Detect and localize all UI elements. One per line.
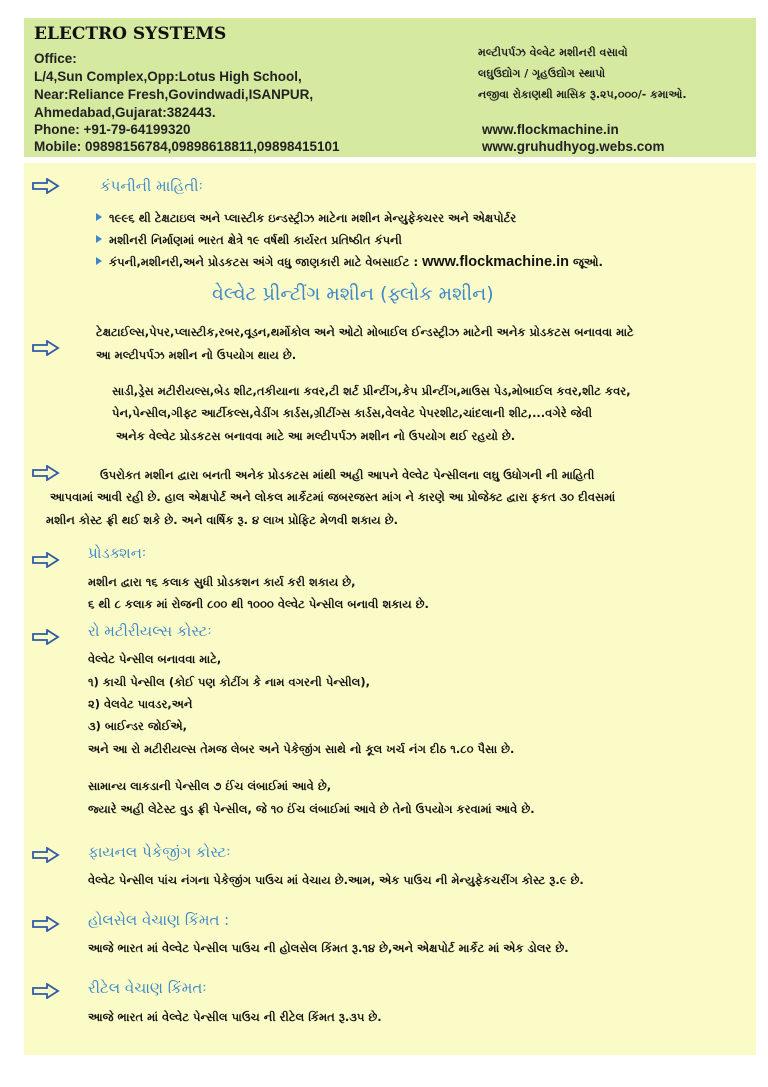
mobile-numbers: Mobile: 09898156784,09898618811,09898415101 (34, 139, 340, 154)
arrow-icon (32, 340, 60, 356)
tagline (478, 42, 687, 105)
packaging-heading: ફાયનલ પેકેજીંગ કોસ્ટઃ (88, 843, 231, 861)
arrow-icon (32, 552, 60, 568)
production-heading: પ્રોડક્શનઃ (88, 544, 147, 562)
intro-line: આ મલ્ટીપર્પઝ મશીન નો ઉપયોગ થાય છે. (96, 348, 297, 362)
header-banner (24, 18, 756, 157)
products-line: પેન,પેન્સીલ,ગીફ્ટ આર્ટીકલ્સ,વેડીંગ કાર્ડસ,ગ્રીટીંગ્સ કાર્ડસ,વેલવેટ પેપરશીટ,ચાંદલાની શીટ,...વગેરે જેવી (112, 406, 593, 420)
contact-numbers (34, 121, 340, 155)
products-line: સાડી,ડ્રેસ મટીરીયલ્સ,બેડ શીટ,તકીયાના કવર,ટી શર્ટ પ્રીન્ટીંગ,કેપ પ્રીન્ટીંગ,માઉસ પેડ,મોબાઈલ કવર,શીટ કવર, (112, 384, 631, 398)
phone-number: Phone: +91-79-64199320 (34, 122, 191, 137)
address-line: Office: (34, 51, 77, 66)
address-line: Near:Reliance Fresh,Govindwadi,ISANPUR, (34, 87, 314, 102)
wholesale-heading: હોલસેલ વેચાણ કિંમત : (88, 911, 230, 929)
office-address (34, 50, 313, 122)
website-link-2[interactable]: www.gruhudhyog.webs.com (482, 139, 665, 154)
websites (482, 121, 665, 155)
project-line: આપવામાં આવી રહી છે. હાલ એક્ષપોર્ટ અને લોકલ માર્કેટમાં જબરજસ્ત માંગ ને કારણે આ પ્રોજેક્ટ દ્વારા ફકત ૩૦ દીવસમાં (50, 490, 616, 504)
company-name: ELECTRO SYSTEMS (34, 24, 227, 44)
company-info-heading: કંપનીની માહિતીઃ (100, 177, 203, 195)
bullet-icon (96, 235, 102, 243)
production-line: ૬ થી ૮ કલાક માં રોજની ૮૦૦ થી ૧૦૦૦ વેલ્વેટ પેન્સીલ બનાવી શકાય છે. (88, 597, 429, 611)
intro-line: ટેક્ષટાઈલ્સ,પેપર,પ્લાસ્ટીક,રબર,વૂડન,થર્મોકોલ અને ઓટો મોબાઈલ ઈન્ડસ્ટ્રીઝ માટેની અનેક પ્રોડકટસ બનાવવા માટે (96, 325, 634, 339)
website-inline-link[interactable]: www.flockmachine.in (422, 254, 570, 270)
website-link[interactable]: www.flockmachine.in (482, 122, 619, 137)
arrow-icon (32, 465, 60, 481)
arrow-icon (32, 916, 60, 932)
raw-material-line: ૨) વેલવેટ પાવડર,અને (88, 697, 193, 711)
bullet-icon (96, 257, 102, 265)
retail-line: આજે ભારત માં વેલ્વેટ પેન્સીલ પાઉચ ની રીટેલ કિંમત રૂ.૩૫ છે. (88, 1010, 382, 1024)
packaging-line: વેલ્વેટ પેન્સીલ પાંચ નંગના પેકેજીંગ પાઉચ માં વેચાય છે.આમ, એક પાઉચ ની મેન્યુફેકચરીંગ કોસ્ટ રૂ.૯ છે. (88, 873, 584, 887)
project-line: ઉપરોકત મશીન દ્વારા બનતી અનેક પ્રોડકટસ માંથી અહી આપને વેલ્વેટ પેન્સીલના લઘુ ઉધોગની ની માહિતી (100, 468, 595, 482)
pencil-note-line: જ્યારે અહી લેટેસ્ટ વુડ ફ્રી પેન્સીલ, જે ૧૦ ઈંચ લંબાઈમાં આવે છે તેનો ઉપયોગ કરવામાં આવે છે. (88, 802, 535, 816)
pencil-note-line: સામાન્ય લાકડાની પેન્સીલ ૭ ઈંચ લંબાઈમાં આવે છે, (88, 779, 332, 793)
content-panel (24, 163, 756, 1055)
raw-material-heading: રો મટીરીયલ્સ કોસ્ટઃ (88, 622, 212, 640)
tagline-line: નજીવા રોકાણથી માસિક રૂ.૨૫,૦૦૦/- કમાઓ. (478, 88, 687, 101)
raw-material-line: અને આ રો મટીરીયલ્સ તેમજ લેબર અને પેકેજીંગ સાથે નો કૂલ ખર્ચ નંગ દીઠ ૧.૮૦ પૈસા છે. (88, 742, 515, 756)
retail-heading: રીટેલ વેચાણ કિંમતઃ (88, 979, 207, 997)
project-line: મશીન કોસ્ટ ફ્રી થઈ શકે છે. અને વાર્ષિક રૂ. ૪ લાખ પ્રોફિટ મેળવી શકાય છે. (46, 513, 398, 527)
raw-material-line: ૧) કાચી પેન્સીલ (કોઈ પણ કોટીંગ કે નામ વગરની પેન્સીલ), (88, 675, 370, 689)
address-line: Ahmedabad,Gujarat:382443. (34, 105, 216, 120)
arrow-icon (32, 629, 60, 645)
address-line: L/4,Sun Complex,Opp:Lotus High School, (34, 69, 302, 84)
arrow-icon (32, 847, 60, 863)
arrow-icon (32, 983, 60, 999)
bullet-icon (96, 213, 102, 221)
arrow-icon (32, 178, 60, 194)
company-info-bullet: મશીનરી નિર્માણમાં ભારત ક્ષેત્રે ૧૯ વર્ષથી કાર્યરત પ્રતિષ્ઠીત કંપની (96, 229, 402, 251)
tagline-line: મલ્ટીપર્પઝ વેલ્વેટ મશીનરી વસાવો (478, 46, 628, 59)
production-line: મશીન દ્વારા ૧૬ કલાક સુધી પ્રોડકશન કાર્ય કરી શકાય છે, (88, 575, 356, 589)
company-info-bullet: ૧૯૯૬ થી ટેક્ષટાઇલ અને પ્લાસ્ટીક ઇન્ડસ્ટ્રીઝ માટેના મશીન મેન્યુફેક્ચરર અને એક્ષપોર્ટર (96, 207, 516, 229)
products-line: અનેક વેલ્વેટ પ્રોડકટસ બનાવવા માટે આ મલ્ટીપર્પઝ મશીન નો ઉપયોગ થઈ રહયો છે. (116, 429, 516, 443)
tagline-line: લઘુઉદ્યોગ / ગૃહઉદ્યોગ સ્થાપો (478, 67, 606, 80)
company-info-bullet: કંપની,મશીનરી,અને પ્રોડકટસ અંગે વધુ જાણકારી માટે વેબસાઈટ : www.flockmachine.in જૂઓ. (96, 251, 603, 273)
raw-material-line: ૩) બાઈન્ડર જોઈએ, (88, 719, 188, 733)
wholesale-line: આજે ભારત માં વેલ્વેટ પેન્સીલ પાઉચ ની હોલસેલ કિંમત રૂ.૧૪ છે,અને એક્ષપોર્ટ માર્કેટ માં એક ડોલર છે. (88, 941, 569, 955)
page-title: વેલ્વેટ પ્રીન્ટીંગ મશીન (ફ્લોક મશીન) (212, 283, 494, 305)
raw-material-line: વેલ્વેટ પેન્સીલ બનાવવા માટે, (88, 652, 222, 666)
